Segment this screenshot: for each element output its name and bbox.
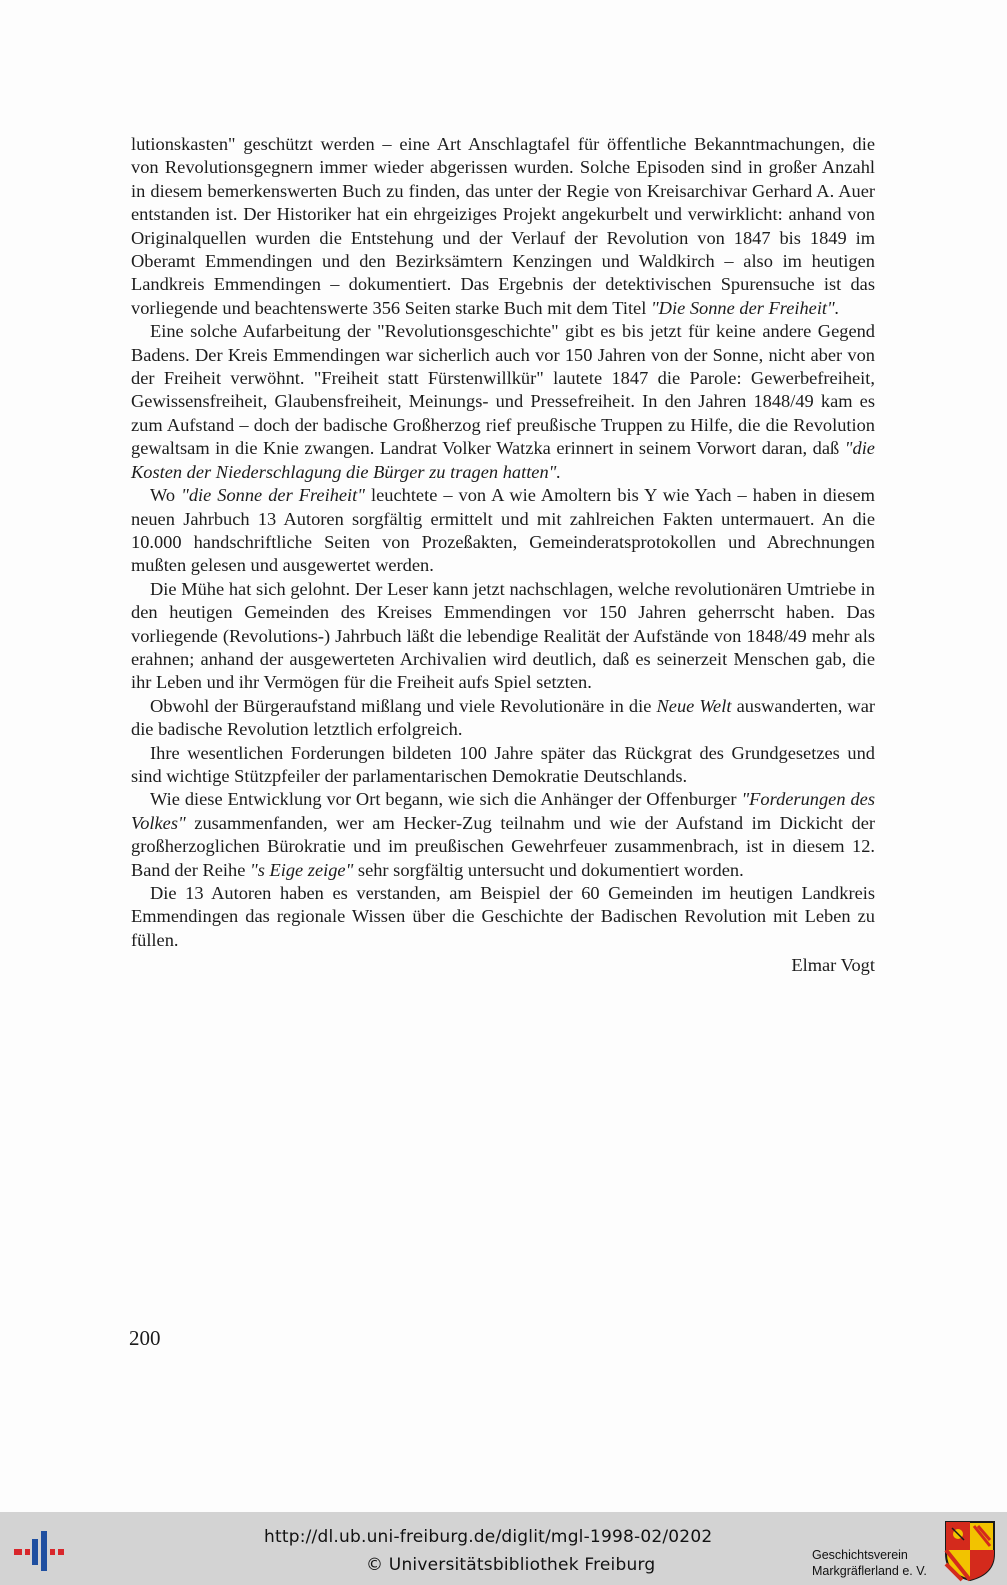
author-signature: Elmar Vogt bbox=[791, 955, 875, 976]
society-line-1: Geschichtsverein bbox=[812, 1548, 908, 1562]
italic-neue-welt: Neue Welt bbox=[656, 695, 732, 716]
copyright-text: © Universitätsbibliothek Freiburg bbox=[366, 1555, 656, 1575]
document-url-link[interactable]: http://dl.ub.uni-freiburg.de/diglit/mgl-1998-02/0202 bbox=[264, 1527, 713, 1547]
paragraph-text: Wie diese Entwicklung vor Ort begann, wie sich die Anhänger der Offenburger bbox=[150, 789, 737, 810]
paragraph-2 bbox=[131, 320, 875, 484]
italic-eige-zeige: "s Eige zeige" bbox=[250, 859, 354, 880]
paragraph-text: Die 13 Autoren haben es verstanden, am Beispiel der 60 Gemeinden im heutigen Landkreis Emmendingen das regionale Wissen über die Geschichte der Badischen Revolution mit Leben zu füllen. bbox=[131, 883, 875, 950]
paragraph-1 bbox=[131, 133, 875, 320]
page-number: 200 bbox=[129, 1326, 161, 1350]
paragraph-text: Ihre wesentlichen Forderungen bildeten 100 Jahre später das Rückgrat des Grundgesetzes und sind wichtige Stützpfeiler der parlamentarischen Demokratie Deutschlands. bbox=[131, 742, 875, 786]
italic-quote: "die Kosten der Niederschlagung die Bürger zu tragen hatten". bbox=[131, 438, 875, 482]
paragraph-7 bbox=[131, 788, 875, 882]
paragraph-6 bbox=[131, 742, 875, 789]
footer-bar bbox=[0, 1512, 1007, 1585]
italic-book-title: "Die Sonne der Freiheit". bbox=[650, 297, 840, 318]
society-line-2: Markgräflerland e. V. bbox=[812, 1564, 927, 1578]
paragraph-8 bbox=[131, 882, 875, 952]
paragraph-5 bbox=[131, 695, 875, 742]
paragraph-text: sehr sorgfältig untersucht und dokumentiert worden. bbox=[357, 859, 744, 880]
paragraph-text: Obwohl der Bürgeraufstand mißlang und viele Revolutionäre in die bbox=[150, 695, 652, 716]
paragraph-text: lutionskasten" geschützt werden – eine Art Anschlagtafel für öffentliche Bekanntmachungen, die von Revolutionsgegnern immer wieder abgerissen wurden. Solche Episoden sind in großer Anzahl in diesem bemerkenswerten Buch zu finden, das unter der Regie von Kreisarchivar Gerhard A. Auer entstanden ist. Der Historiker hat ein ehrgeiziges Projekt angekurbelt und verwirklicht: anhand von Originalquellen wurden die Entstehung und der Verlauf der Revolution von 1847 bis 1849 im Oberamt Emmendingen und den Bezirksämtern Kenzingen und Waldkirch – also im heutigen Landkreis Emmendingen – dokumentiert. Das Ergebnis der detektivischen Spurensuche ist das vorliegende und beachtenswerte 356 Seiten starke Buch mit dem Titel bbox=[131, 134, 875, 318]
paragraph-text: zusammenfanden, wer am Hecker-Zug teilnahm und wie der Aufstand im Dickicht der großherzoglichen Bürokratie und im preußischen Gewehrfeuer zusammenbrach, ist in diesem 12. Band der Reihe bbox=[131, 812, 875, 880]
coat-of-arms-icon[interactable] bbox=[944, 1520, 996, 1582]
paragraph-3 bbox=[131, 484, 875, 578]
paragraph-text: Wo bbox=[150, 485, 176, 506]
paragraph-text: leuchtete – von A wie Amoltern bis Y wie Yach – haben in diesem neuen Jahrbuch 13 Autoren sorgfältig ermittelt und mit zahlreichen Fakten untermauert. An die 10.000 handschriftliche Seiten von Prozeßakten, Gemeinderatsprotokollen und Abrechnungen mußten gelesen und ausgewertet werden. bbox=[131, 485, 875, 576]
body-text bbox=[131, 133, 875, 978]
paragraph-text: auswanderten, war die badische Revolution letztlich erfolgreich. bbox=[131, 695, 875, 740]
paragraph-text: Die Mühe hat sich gelohnt. Der Leser kann jetzt nachschlagen, welche revolutionären Umtriebe in den heutigen Gemeinden des Kreises Emmendingen vor 150 Jahren geherrscht haben. Das vorliegende (Revolutions-) Jahrbuch läßt die lebendige Realität der Aufstände von 1848/49 mehr als erahnen; anhand der ausgewerteten Archivalien wird deutlich, daß es seinerzeit Menschen gab, die ihr Leben und ihr Vermögen für die Freiheit aufs Spiel setzten. bbox=[131, 578, 875, 693]
paragraph-4 bbox=[131, 578, 875, 695]
paragraph-text: Eine solche Aufarbeitung der "Revolutionsgeschichte" gibt es bis jetzt für keine andere Gegend Badens. Der Kreis Emmendingen war sicherlich auch vor 150 Jahren von der Sonne, nicht aber von der Freiheit verwöhnt. "Freiheit statt Fürstenwillkür" lautete 1847 die Parole: Gewerbefreiheit, Gewissensfreiheit, Glaubensfreiheit, Meinungs- und Pressefreiheit. In den Jahren 1848/49 kam es zum Aufstand – doch der badische Großherzog rief preußische Truppen zu Hilfe, die die Revolution gewaltsam in die Knie zwangen. Landrat Volker Watzka erinnert in seinem Vorwort daran, daß bbox=[131, 321, 875, 459]
italic-sonne: "die Sonne der Freiheit" bbox=[181, 485, 365, 506]
society-name bbox=[812, 1547, 927, 1579]
italic-forderungen: "Forderungen des Volkes" bbox=[131, 789, 875, 833]
ub-freiburg-logo-icon[interactable] bbox=[14, 1527, 64, 1575]
